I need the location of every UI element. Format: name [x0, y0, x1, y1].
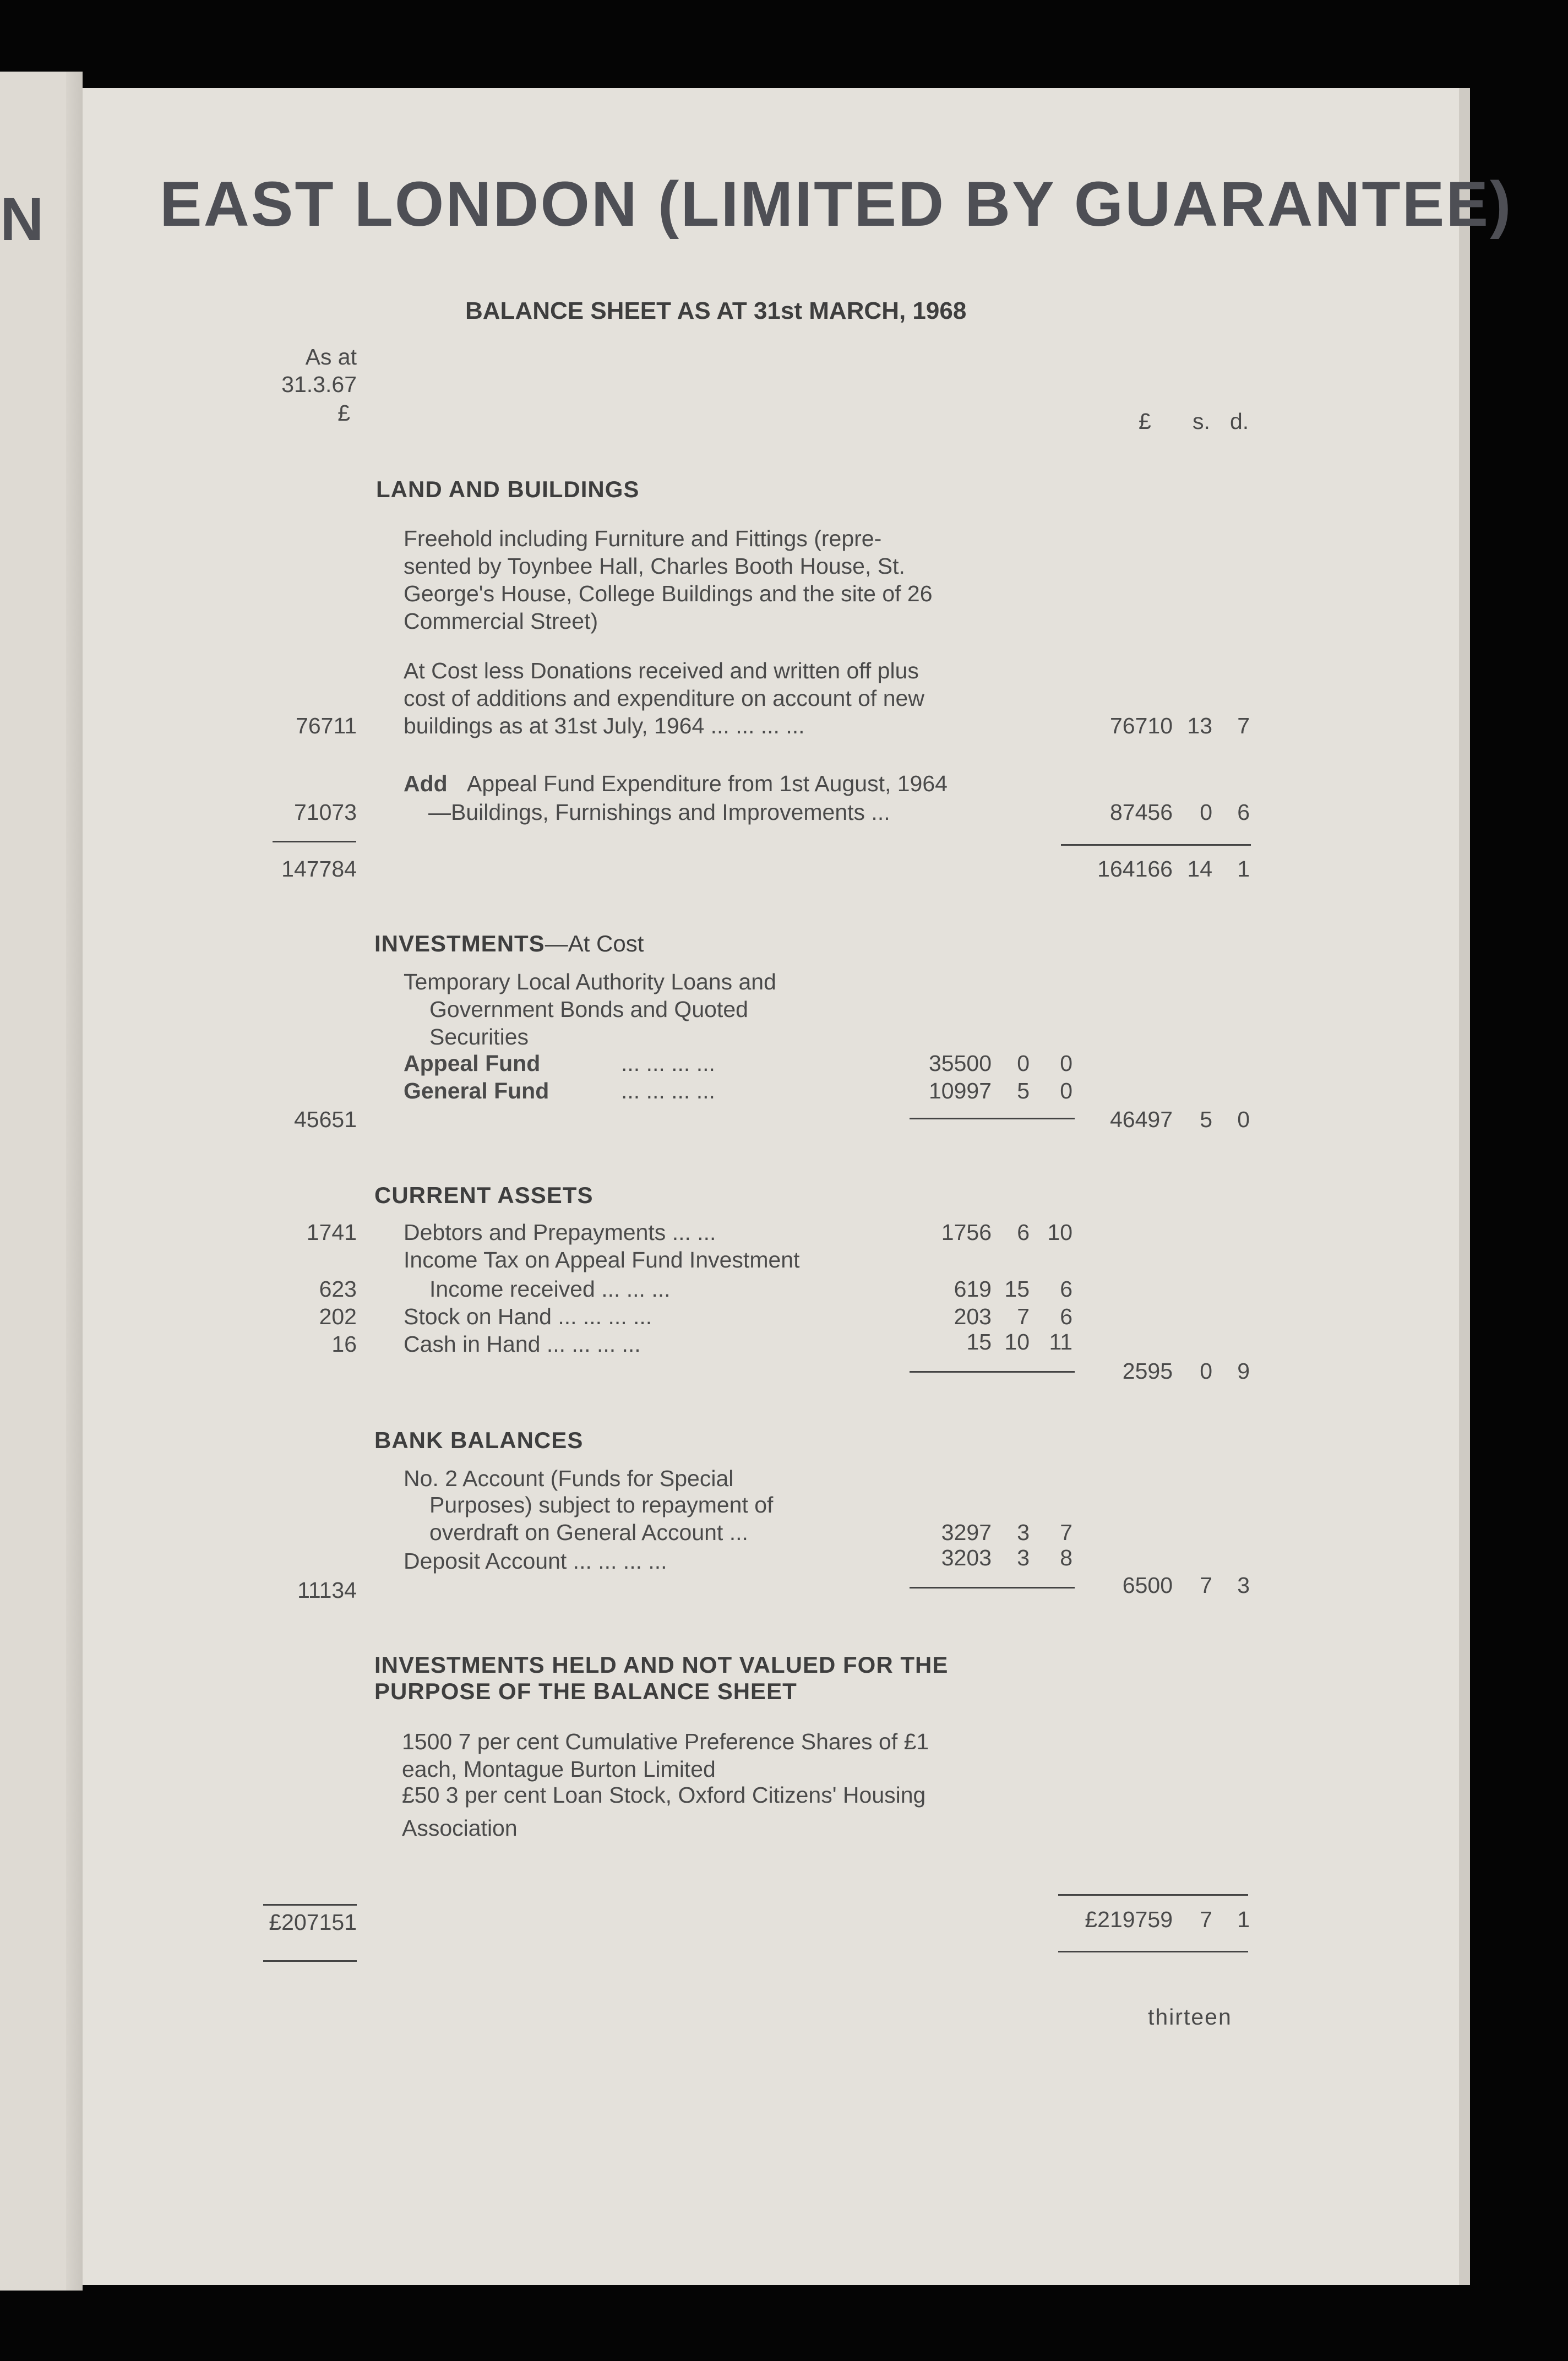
left-page-edge [66, 72, 83, 2291]
investments-total-pence: 0 [1237, 1107, 1250, 1132]
not-valued-line1: 1500 7 per cent Cumulative Preference Shares of £1 [402, 1729, 929, 1754]
add-label: Add [404, 771, 448, 796]
land-amount1-pence: 7 [1237, 713, 1250, 738]
pence-header: d. [1230, 409, 1249, 434]
general-fund-pence: 0 [1060, 1078, 1072, 1103]
page-number: thirteen [1148, 2004, 1232, 2030]
general-fund-dots: ... ... ... ... [621, 1078, 715, 1103]
bank-account2-shillings: 3 [1017, 1520, 1030, 1545]
current-assets-total-pounds: 2595 [1122, 1358, 1173, 1384]
grand-total-pence: 1 [1237, 1907, 1250, 1932]
current-assets-rule [910, 1371, 1075, 1373]
land-amount1-pounds: 76710 [1109, 713, 1173, 738]
grand-total-pounds: £219759 [1085, 1907, 1173, 1932]
current-assets-heading: CURRENT ASSETS [374, 1182, 594, 1208]
shillings-header: s. [1193, 409, 1210, 434]
not-valued-line4: Association [402, 1815, 518, 1841]
land-desc2-line1: At Cost less Donations received and written off plus [404, 658, 919, 683]
cash-label: Cash in Hand ... ... ... ... [404, 1331, 641, 1357]
cash-prior: 16 [331, 1331, 357, 1357]
bank-desc-line3: overdraft on General Account ... [429, 1520, 748, 1545]
debtors-label: Debtors and Prepayments ... ... [404, 1220, 716, 1245]
land-prior1: 76711 [296, 713, 357, 738]
land-amount2-shillings: 0 [1200, 799, 1212, 825]
not-valued-line3: £50 3 per cent Loan Stock, Oxford Citizens' Housing [402, 1782, 926, 1808]
bank-subtotal-rule [910, 1587, 1075, 1588]
page-edge [1459, 88, 1470, 2285]
grand-total-rule-bottom [1058, 1951, 1248, 1952]
investments-total-shillings: 5 [1200, 1107, 1212, 1132]
investments-heading [374, 931, 644, 957]
stock-shillings: 7 [1017, 1304, 1030, 1329]
investments-subtotal-rule [910, 1118, 1075, 1119]
debtors-shillings: 6 [1017, 1220, 1030, 1245]
document-page [83, 88, 1459, 2285]
deposit-account-shillings: 3 [1017, 1545, 1030, 1570]
land-desc1-line2: sented by Toynbee Hall, Charles Booth House, St. [404, 553, 905, 579]
grand-total-rule-top [1058, 1894, 1248, 1896]
land-amount2-pence: 6 [1237, 799, 1250, 825]
general-fund-pounds: 10997 [928, 1078, 992, 1103]
investments-desc-line1: Temporary Local Authority Loans and [404, 969, 776, 994]
land-amount2-pounds: 87456 [1109, 799, 1173, 825]
income-received-pence: 6 [1060, 1276, 1072, 1302]
land-desc2-line2: cost of additions and expenditure on account of new [404, 686, 924, 711]
balance-sheet-subtitle: BALANCE SHEET AS AT 31st MARCH, 1968 [465, 297, 967, 324]
investments-heading-suffix: —At Cost [545, 931, 644, 956]
deposit-account-pounds: 3203 [941, 1545, 992, 1570]
appeal-fund-pounds: 35500 [928, 1051, 992, 1076]
grand-prior-rule-top [263, 1904, 357, 1906]
bank-desc-line2: Purposes) subject to repayment of [429, 1492, 774, 1517]
investments-total-pounds: 46497 [1109, 1107, 1173, 1132]
stock-prior: 202 [319, 1304, 357, 1329]
income-received-pounds: 619 [954, 1276, 992, 1302]
land-total-pounds: 164166 [1097, 856, 1173, 882]
cash-pounds: 15 [966, 1329, 992, 1354]
land-desc3-line1: Appeal Fund Expenditure from 1st August, 1964 [467, 771, 948, 796]
left-page-fragment: N [0, 186, 44, 253]
appeal-fund-shillings: 0 [1017, 1051, 1030, 1076]
bank-balances-heading: BANK BALANCES [374, 1427, 584, 1453]
prior-year-header-3: £ [337, 400, 350, 426]
bank-total-pence: 3 [1237, 1573, 1250, 1598]
bank-account2-pounds: 3297 [941, 1520, 992, 1545]
income-received-label: Income received ... ... ... [429, 1276, 671, 1302]
stock-label: Stock on Hand ... ... ... ... [404, 1304, 652, 1329]
stock-pounds: 203 [954, 1304, 992, 1329]
prior-year-header-1: As at [305, 344, 357, 369]
deposit-account-pence: 8 [1060, 1545, 1072, 1570]
investments-desc-line3: Securities [429, 1024, 529, 1049]
land-total-shillings: 14 [1187, 856, 1212, 882]
pounds-header: £ [1139, 409, 1151, 434]
not-valued-line2: each, Montague Burton Limited [402, 1756, 716, 1782]
land-desc3-line2: —Buildings, Furnishings and Improvements ... [428, 799, 890, 825]
bank-prior-total: 11134 [297, 1577, 357, 1603]
debtors-pounds: 1756 [941, 1220, 992, 1245]
cash-shillings: 10 [1004, 1329, 1030, 1354]
land-total-rule [1061, 844, 1251, 846]
current-assets-total-pence: 9 [1237, 1358, 1250, 1384]
document-title: EAST LONDON (LIMITED BY GUARANTEE) [160, 169, 1513, 240]
debtors-prior: 1741 [306, 1220, 357, 1245]
income-received-prior: 623 [319, 1276, 357, 1302]
deposit-account-label: Deposit Account ... ... ... ... [404, 1548, 667, 1574]
land-desc2-line3: buildings as at 31st July, 1964 ... ... ... ... [404, 713, 805, 738]
income-tax-label: Income Tax on Appeal Fund Investment [404, 1247, 800, 1272]
prior-year-header-2: 31.3.67 [281, 372, 357, 397]
bank-total-pounds: 6500 [1122, 1573, 1173, 1598]
land-desc1-line4: Commercial Street) [404, 608, 598, 634]
land-amount1-shillings: 13 [1187, 713, 1212, 738]
current-assets-total-shillings: 0 [1200, 1358, 1212, 1384]
land-total-pence: 1 [1237, 856, 1250, 882]
general-fund-shillings: 5 [1017, 1078, 1030, 1103]
not-valued-heading-line2: PURPOSE OF THE BALANCE SHEET [374, 1678, 797, 1704]
appeal-fund-pence: 0 [1060, 1051, 1072, 1076]
investments-desc-line2: Government Bonds and Quoted [429, 997, 748, 1022]
grand-total-shillings: 7 [1200, 1907, 1212, 1932]
appeal-fund-dots: ... ... ... ... [621, 1051, 715, 1076]
bank-desc-line1: No. 2 Account (Funds for Special [404, 1466, 734, 1491]
land-desc1-line1: Freehold including Furniture and Fittings (repre- [404, 526, 882, 551]
cash-pence: 11 [1049, 1329, 1072, 1354]
debtors-pence: 10 [1047, 1220, 1072, 1245]
investments-prior-total: 45651 [293, 1107, 357, 1132]
grand-prior-rule-bottom [263, 1960, 357, 1962]
land-prior2: 71073 [293, 799, 357, 825]
land-desc1-line3: George's House, College Buildings and the site of 26 [404, 581, 933, 606]
land-buildings-heading: LAND AND BUILDINGS [376, 476, 640, 502]
grand-prior-total: £207151 [269, 1910, 357, 1935]
bank-total-shillings: 7 [1200, 1573, 1212, 1598]
land-prior-rule [273, 841, 356, 842]
investments-heading-text: INVESTMENTS [374, 931, 545, 956]
bank-account2-pence: 7 [1060, 1520, 1072, 1545]
land-prior-total: 147784 [281, 856, 357, 882]
income-received-shillings: 15 [1004, 1276, 1030, 1302]
stock-pence: 6 [1060, 1304, 1072, 1329]
not-valued-heading-line1: INVESTMENTS HELD AND NOT VALUED FOR THE [374, 1652, 949, 1678]
general-fund-label: General Fund [404, 1078, 549, 1103]
appeal-fund-label: Appeal Fund [404, 1051, 541, 1076]
